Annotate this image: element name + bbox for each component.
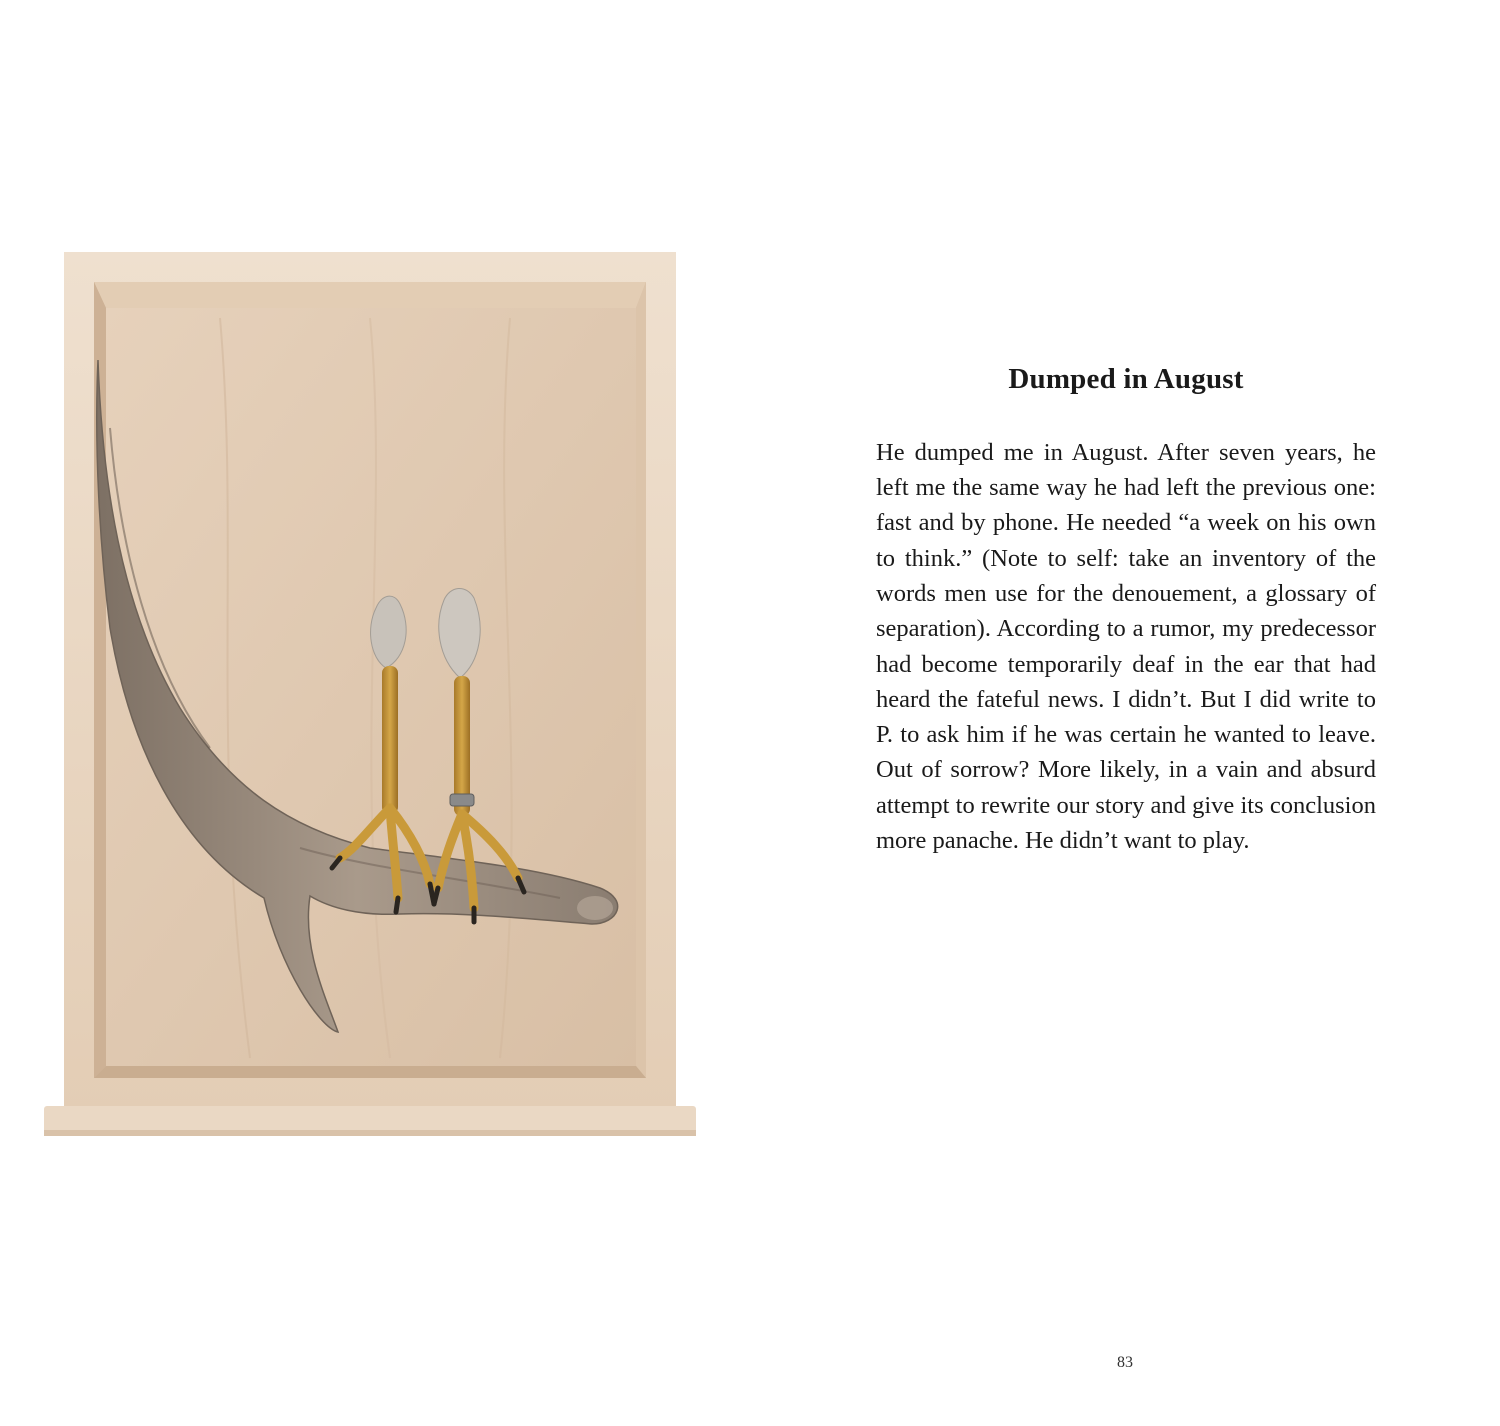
- story-text-block: [876, 362, 1376, 858]
- leg-ring: [450, 794, 474, 806]
- page-number: 83: [1117, 1354, 1133, 1371]
- story-title: Dumped in August: [1008, 363, 1244, 395]
- box-back-panel: [106, 308, 636, 1066]
- story-body: He dumped me in August. After seven years, he left me the same way he had left the previous one: fast and by phone. He needed “a week on his own to think.” (Note to self: take an inventory of the words men use for the denouement, a glossary of separation). According to a rumor, my predecessor had become temporarily deaf in the ear that had heard the fateful news. I didn’t. But I did write to P. to ask him if he was certain he wanted to leave. Out of sorrow? More likely, in a vain and absurd attempt to rewrite our story and give its conclusion more panache. He didn’t want to play.: [876, 438, 1376, 855]
- shadow-box-illustration: [40, 248, 700, 1140]
- artwork-photo: [40, 248, 700, 1140]
- box-base-shadow: [44, 1130, 696, 1136]
